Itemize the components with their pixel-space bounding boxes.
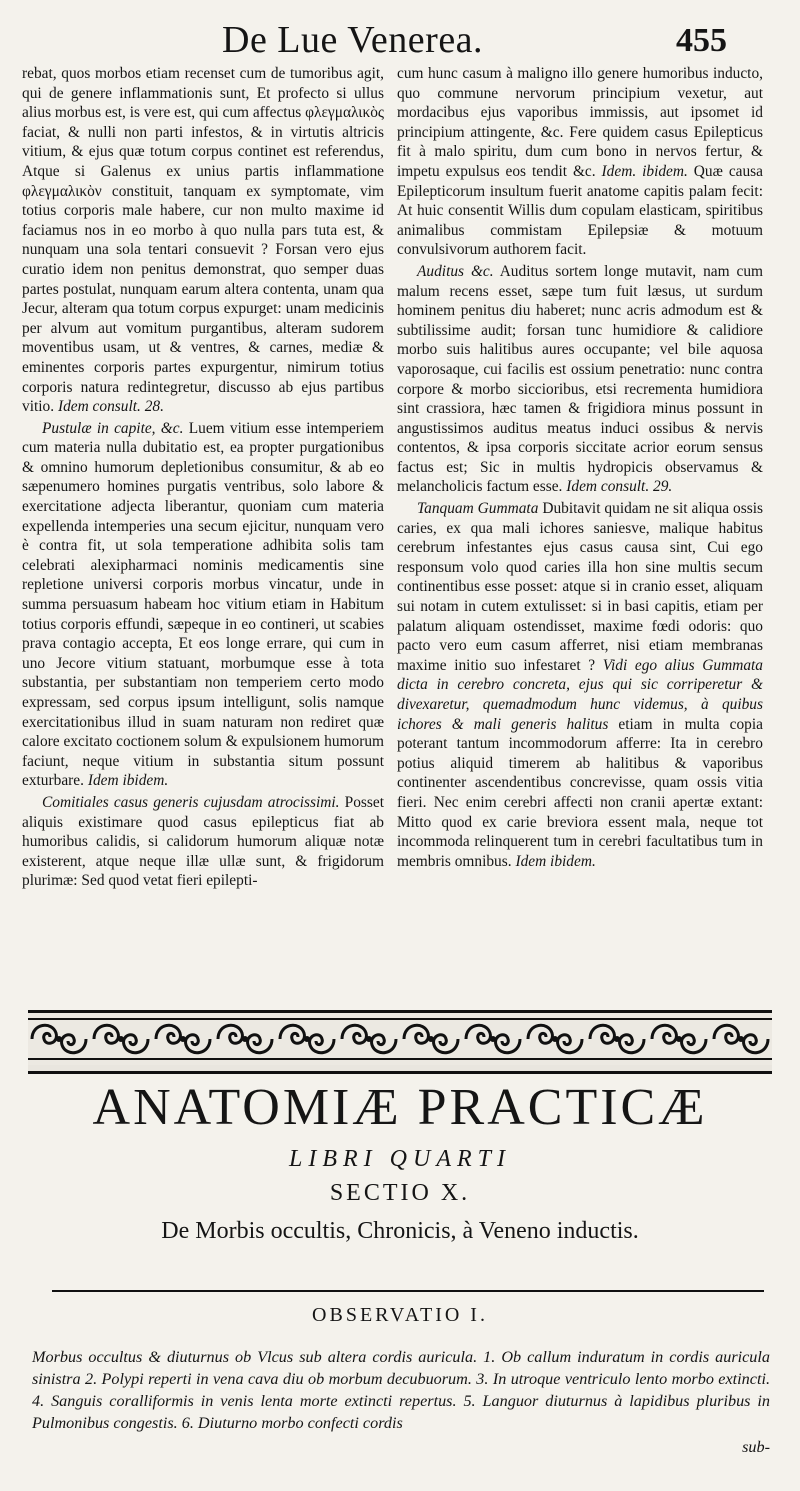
paragraph: [397, 499, 763, 871]
observation-summary: [32, 1346, 770, 1456]
section-number: SECTIO X.: [329, 1180, 471, 1206]
summary-text: Morbus occultus & diuturnus ob Vlcus sub altera cordis auricula. 1. Ob callum induratum in cordis auricula sinistra 2. Polypi reperti in vena cava diu ob morbum decubuorum. 3. In utroque ventriculo lento morbo extincti. 4. Sanguis coralliformis in venis lenta morte extincti repertus. 5. Languor diuturnus à lapidibus pluribus in Pulmonibus congestis. 6. Diuturno morbo confecti cordis: [32, 1348, 770, 1432]
lemma: Comitiales casus generis cujusdam atrocissimi.: [42, 793, 340, 811]
paragraph-text-continued: etiam in multa copia poterant tantum incommodorum afferre: Ita in cerebro potius aliquid timerem ab halitibus & vaporibus continenter ascendentibus concrevisse, quam ossis vitia fieri. Nec enim cerebri affecti non cranii apertæ extant: Mitto quod ex carie breviora essent mala, neque tot incommoda relinquerent tum in cerebri facultatibus tum in membris omnibus.: [397, 715, 763, 870]
page-number: 455: [676, 22, 727, 59]
book-label: LIBRI QUARTI: [289, 1146, 511, 1172]
paragraph-text: Posset aliquis existimare quod casus epilepticus fiat ab humoribus calidis, si calidorum humorum aliquæ notæ existerent, atque neque illæ ullæ sunt, & frigidorum plurimæ: Sed quod vetat fieri epilepti-: [22, 793, 384, 890]
paragraph: [22, 64, 384, 417]
catchword: sub-: [742, 1438, 770, 1456]
citation: Idem consult. 28.: [57, 398, 164, 416]
paragraph: [22, 793, 384, 891]
paragraph-text: rebat, quos morbos etiam recenset cum de tumoribus agit, qui de genere inflammationis sunt, Et profecto si ullus alius morbus est, is vere est, qui cum affectus φλεγμαλικὸς faciat, & nulli non parti infestos, & in virtutis altricis vitium, & ejus quæ totum corpus continet est referendus, Atque si Galenus ex unius partis inflammatione φλεγμαλικὸν constituit, tanquam ex symptomate, vim totius corporis male habere, cur non multo maxime id faciamus nos in eo morbo à quo nulla pars tuta est, & nunquam una sola tentari consuevit ? Forsan vero ejus curatio idem non penitus demonstrat, quo semper duas partes postulat, nunquam earum altera contenta, unam qua Jecur, alteram qua totum corpus expurget: unam medicinis per alvum aut vomitum purgantibus, alteram sudorem moventibus usam, ut & ventres, & carnes, mediæ & eminentes corporis partes expurgentur, nimirum totius corporis natura redintegretur, discusso ab ejus partibus vitio.: [22, 65, 384, 416]
paragraph: [22, 419, 384, 791]
paragraph-text-continued: Quæ causa Epilepticorum insultum fuerit anatome capitis palam fecit: At huic consentit Willis dum copulam elasticam, spiritibus animalibus commistam Epilepsiæ & motuum convulsivorum authorem facit.: [397, 162, 763, 259]
section-main-title: ANATOMIÆ PRACTICÆ: [92, 1079, 708, 1136]
paragraph-text: Luem vitium esse intemperiem cum materia nulla dubitatio est, ea propter purgationibus & omnino humorum depletionibus consumitur, & ab eo sæpenumero homines purgatis ventribus, solo labore & exercitatione adjecta liberantur, quoniam cum materia expellenda intemperies una secum ejicitur, nunquam vero è contra fit, ut sola temperatione adhibita solis tam celebrati alexipharmaci nominis medicamentis sine repletione universi corporis morbus vincatur, unde in summa persuasum habeam hoc vitium etiam in Habitum totius corporis effundi, sæpeque in eo contineri, ut scabies prava contagio accepta, Et eos longe errare, qui cum in uno Jecore vitium statuant, morbumque esse à tota substantia, per substantiam non temperiem certo modo expressam, sed corpus ipsum intelligunt, solis namque exercitationibus illud in suam naturam non rediret quæ calore excitato coctionem solum & expulsionem humorum faciunt, neque vitium in substantia situm possunt exturbare.: [22, 419, 384, 790]
lemma: Tanquam Gummata: [417, 500, 539, 518]
horizontal-rule: [52, 1290, 764, 1292]
decorative-headpiece: [28, 1010, 772, 1074]
running-head: [0, 18, 800, 62]
paragraph: [397, 64, 763, 260]
headpiece-pattern: [28, 1013, 772, 1065]
citation: Idem ibidem.: [515, 852, 596, 870]
paragraph-text: cum hunc casum à maligno illo genere humoribus inducto, quo commune nervorum principium vexetur, aut mordacibus ejus vaporibus immissis, aut ipsomet id principium attingente, &c. Fere quidem casus Epilepticus fit à malo spiritu, dum cum bono in nervos fertur, & impetu expulsus eos tendit &c.: [397, 65, 763, 180]
left-column: [22, 64, 384, 893]
observation-heading: OBSERVATIO I.: [312, 1304, 488, 1326]
citation: Idem. ibidem.: [601, 162, 688, 180]
citation: Idem consult. 29.: [566, 478, 673, 496]
paragraph: [397, 262, 763, 497]
running-title: De Lue Venerea.: [222, 19, 484, 61]
paragraph-text: Auditus sortem longe mutavit, nam cum malum recens esset, sæpe tum fuit læsus, ut surdum hominem penitus diu haberet; nunc acris admodum est & subtilissime audit; forsan tunc humidiore & calidiore morbo suis halitibus aures occupante; vel bile aquosa vaporosaque, cui facilis est ossium penetratio: nunc contra corpore & morbo siccioribus, etsi recrementa humidiora sint crassiora, hæc tamen & frigidiora minus possunt in angustissimos auditus meatus induci ossibus & nervis contentos, & ipsa corporis siccitate acrior eorum sensus factus est; Sic in multis hydropicis observamus & melancholicis factum esse.: [397, 262, 763, 496]
section-subtitle: De Morbis occultis, Chronicis, à Veneno inductis.: [161, 1218, 639, 1244]
italic-passage: Vidi ego alius Gummata dicta in cerebro concreta, ejus qui sic corriperetur & divexaretur, quemadmodum hunc videmus, à quibus ichores & mali generis halitus: [397, 656, 763, 733]
paragraph-text: Dubitavit quidam ne sit aliqua ossis caries, ex qua mali ichores saniesve, malique habitus cerebrum infestantes ejus casus causa sint, Cui ego responsum volo quod caries illa hon sine multis secum continentibus esse posset: atque si in cranio esset, aliquam sui notam in cutem extulisset: si in basi capitis, etiam per palatum aliquam ostendisset, maxime fœdi odoris: quo pacto vero eum casum afferret, nisi etiam membranas maxime initio suo infestaret ?: [397, 500, 763, 674]
lemma: Auditus &c.: [417, 262, 494, 280]
right-column: [397, 64, 763, 873]
citation: Idem ibidem.: [87, 772, 169, 790]
lemma: Pustulæ in capite, &c.: [42, 419, 184, 437]
